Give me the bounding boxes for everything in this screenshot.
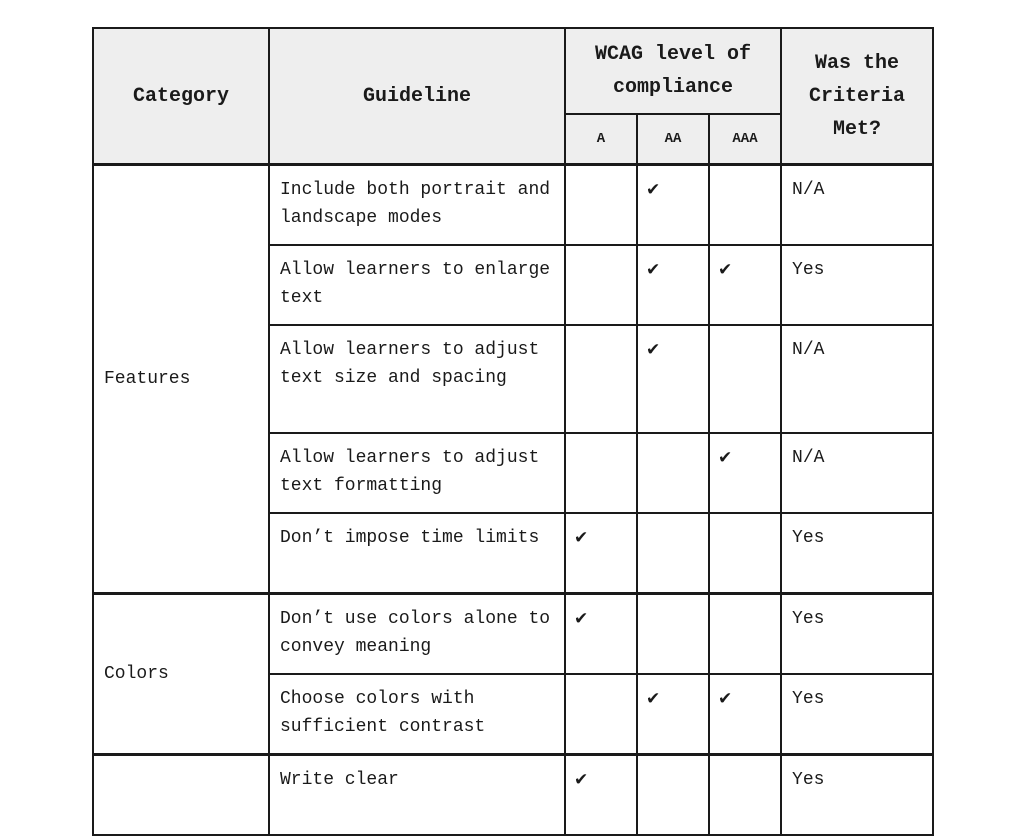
header-level-aa: AA xyxy=(637,114,709,165)
guideline-cell: Write clear xyxy=(269,755,565,836)
level-aa-check xyxy=(637,594,709,675)
level-a-check xyxy=(565,165,637,246)
header-wcag-level: WCAG level of compliance xyxy=(565,28,781,114)
level-a-check: ✔ xyxy=(565,755,637,836)
level-a-check xyxy=(565,245,637,325)
header-level-aaa: AAA xyxy=(709,114,781,165)
guideline-cell: Don’t impose time limits xyxy=(269,513,565,594)
criteria-met-cell: Yes xyxy=(781,513,933,594)
level-aaa-check: ✔ xyxy=(709,245,781,325)
guideline-cell: Include both portrait and landscape modes xyxy=(269,165,565,246)
accessibility-checklist xyxy=(92,27,932,836)
wcag-compliance-table xyxy=(92,27,934,836)
criteria-met-cell: Yes xyxy=(781,245,933,325)
level-aaa-check: ✔ xyxy=(709,433,781,513)
level-a-check xyxy=(565,325,637,433)
table-row xyxy=(93,755,933,836)
level-aaa-check xyxy=(709,594,781,675)
level-aa-check xyxy=(637,755,709,836)
header-category: Category xyxy=(93,28,269,165)
level-aaa-check xyxy=(709,755,781,836)
guideline-cell: Allow learners to adjust text size and spacing xyxy=(269,325,565,433)
table-body xyxy=(93,165,933,836)
level-a-check: ✔ xyxy=(565,594,637,675)
level-aa-check xyxy=(637,433,709,513)
header-level-a: A xyxy=(565,114,637,165)
level-aa-check: ✔ xyxy=(637,245,709,325)
level-aa-check: ✔ xyxy=(637,325,709,433)
table-header xyxy=(93,28,933,165)
guideline-cell: Choose colors with sufficient contrast xyxy=(269,674,565,755)
criteria-met-cell: Yes xyxy=(781,755,933,836)
header-criteria-met: Was the Criteria Met? xyxy=(781,28,933,165)
table-row xyxy=(93,165,933,246)
guideline-cell: Allow learners to adjust text formatting xyxy=(269,433,565,513)
level-aaa-check: ✔ xyxy=(709,674,781,755)
level-aaa-check xyxy=(709,165,781,246)
level-a-check: ✔ xyxy=(565,513,637,594)
header-guideline: Guideline xyxy=(269,28,565,165)
level-aa-check: ✔ xyxy=(637,165,709,246)
table-row xyxy=(93,594,933,675)
guideline-cell: Don’t use colors alone to convey meaning xyxy=(269,594,565,675)
criteria-met-cell: N/A xyxy=(781,165,933,246)
criteria-met-cell: N/A xyxy=(781,325,933,433)
level-a-check xyxy=(565,433,637,513)
level-a-check xyxy=(565,674,637,755)
category-cell xyxy=(93,755,269,836)
guideline-cell: Allow learners to enlarge text xyxy=(269,245,565,325)
level-aa-check: ✔ xyxy=(637,674,709,755)
criteria-met-cell: N/A xyxy=(781,433,933,513)
category-cell: Colors xyxy=(93,594,269,755)
level-aa-check xyxy=(637,513,709,594)
level-aaa-check xyxy=(709,513,781,594)
criteria-met-cell: Yes xyxy=(781,674,933,755)
category-cell: Features xyxy=(93,165,269,594)
level-aaa-check xyxy=(709,325,781,433)
criteria-met-cell: Yes xyxy=(781,594,933,675)
